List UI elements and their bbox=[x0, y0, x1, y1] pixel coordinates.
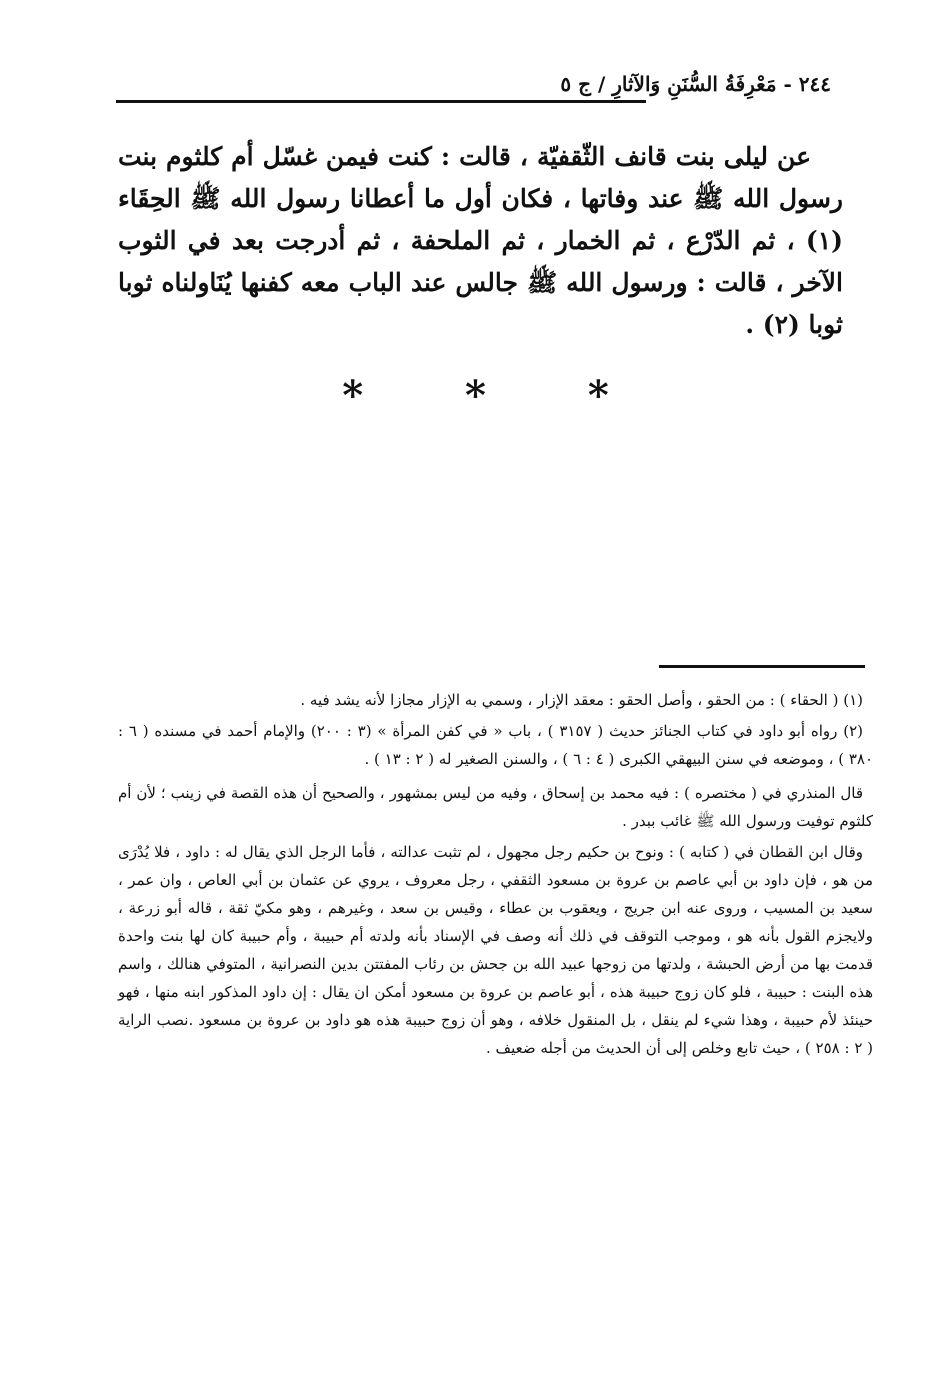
footnote-2: (٢) رواه أبو داود في كتاب الجنائز حديث ( ٣١٥٧ ) ، باب « في كفن المرأة » (٣ : ٢٠٠) والإمام أحمد في مسنده ( ٦ : ٣٨٠ ) ، وموضعه في سنن البيهقي الكبرى ( ٤ : ٦ ) ، والسنن الصغير له ( ٢ : ١٣ ) . bbox=[118, 722, 873, 768]
main-text bbox=[118, 136, 843, 346]
running-header bbox=[116, 72, 831, 106]
footnote-1: (١) ( الحقاء ) : من الحقو ، وأصل الحقو : معقد الإزار ، وسمي به الإزار مجازا لأنه يشد فيه . bbox=[300, 691, 863, 709]
section-separator: * * * bbox=[342, 372, 653, 419]
footnote-commentary-mundhiri: قال المنذري في ( مختصره ) : فيه محمد بن إسحاق ، وفيه من ليس بمشهور ، والصحيح أن هذه القصة في زينب ؛ لأن أم كلثوم توفيت ورسول الله ﷺ غائب ببدر . bbox=[118, 784, 873, 830]
footnote-commentary-ibn-qattan: وقال ابن القطان في ( كتابه ) : ونوح بن حكيم رجل مجهول ، لم تثبت عدالته ، فأما الرجل الذي يقال له : داود ، فلا يُدْرَى من هو ، فإن داود بن أبي عاصم بن عروة بن مسعود الثقفي ، رجل معروف ، يروي عن عثمان بن أبي العاص ، وان عمر ، سعيد بن المسيب ، وروى عنه ابن جريج ، ويعقوب بن عطاء ، وقيس بن سعد ، وغيرهم ، وهو مكيّ ثقة ، قاله أبو زرعة ، ولايجزم القول بأنه هو ، وموجب التوقف في ذلك أنه وصف في الإسناد بأنه ولدته أم حبيبة ، وأم حبيبة كان لها بنت واحدة قدمت بها من أرض الحبشة ، ولدتها من زوجها عبيد الله بن جحش بن رئاب المفتتن بدين النصرانية ، المتوفي هنالك ، واسم هذه البنت : حبيبة ، فلو كان زوج حبيبة هذه ، أبو عاصم بن عروة بن مسعود أمكن ان يقال : إن داود المذكور ابنه منها ، فهو حينئذ لأم حبيبة ، وهذا شيء لم ينقل ، بل المنقول خلافه ، وهو أن زوج حبيبة هذه هو داود بن عروة بن مسعود .نصب الراية ( ٢ : ٢٥٨ ) ، حيث تابع وخلص إلى أن الحديث من أجله ضعيف . bbox=[118, 843, 873, 1057]
header-title: ٢٤٤ - مَعْرِفَةُ السُّنَنِ وَالآثارِ / ج ٥ bbox=[560, 72, 831, 96]
footnote-rule bbox=[659, 665, 865, 668]
footnotes bbox=[118, 686, 873, 1065]
header-rule bbox=[116, 100, 646, 103]
main-paragraph: عن ليلى بنت قانف الثّقفيّة ، قالت : كنت فيمن غسّل أم كلثوم بنت رسول الله ﷺ عند وفاتها ، فكان أول ما أعطانا رسول الله ﷺ الحِقَاء (١) ، ثم الدّرْع ، ثم الخمار ، ثم الملحفة ، ثم أدرجت بعد في الثوب الآخر ، قالت : ورسول الله ﷺ جالس عند الباب معه كفنها يُنَاولناه ثوبا ثوبا (٢) . bbox=[118, 142, 843, 339]
